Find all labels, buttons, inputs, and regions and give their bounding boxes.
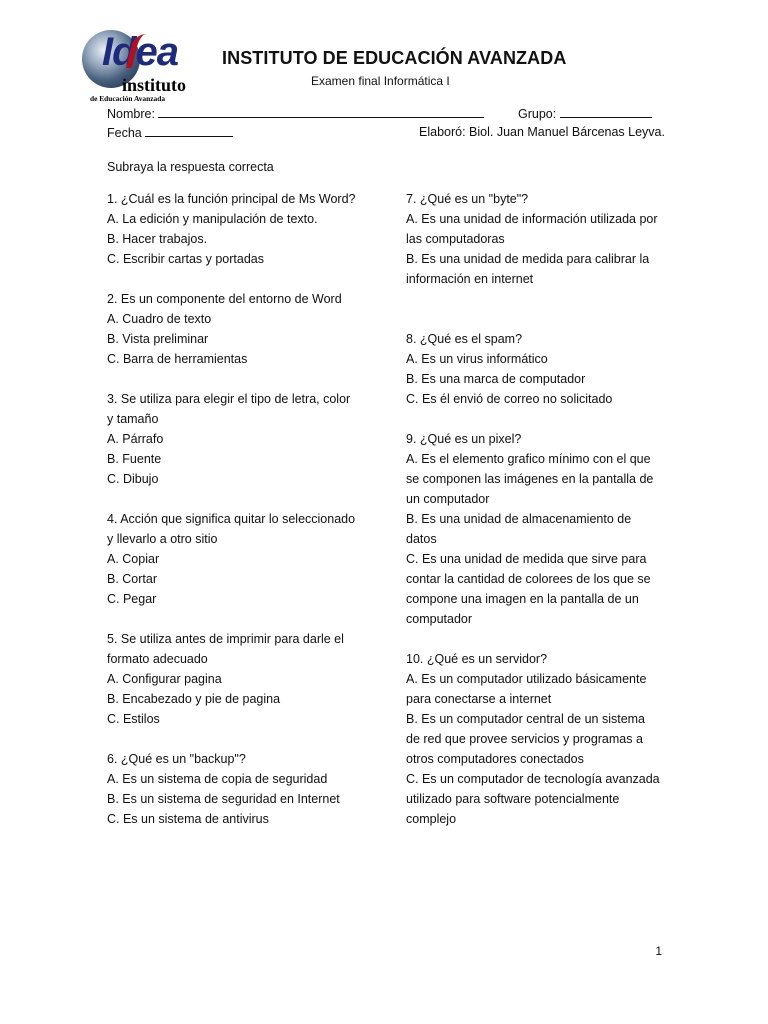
elaboro-text: Elaboró: Biol. Juan Manuel Bárcenas Leyva.: [419, 125, 665, 139]
logo-subtitle-text: de Educación Avanzada: [90, 94, 166, 103]
answer-line: un computador: [406, 492, 490, 506]
document-subtitle: Examen final Informática I: [311, 74, 450, 88]
question-text: 1. ¿Cuál es la función principal de Ms Word?: [107, 192, 356, 206]
answer-line: A. Es un virus informático: [406, 352, 548, 366]
grupo-label: Grupo:: [518, 107, 557, 121]
answer-line: contar la cantidad de colorees de los que se: [406, 572, 651, 586]
question-text: 4. Acción que significa quitar lo seleccionado: [107, 512, 356, 526]
logo-idea-text: Idea: [102, 30, 179, 74]
answer-line: formato adecuado: [107, 652, 208, 666]
question-block: [406, 189, 676, 289]
question-block: [107, 389, 397, 489]
answer-line: A. Copiar: [107, 552, 160, 566]
questions-left-column: [107, 189, 397, 849]
question-block: [406, 429, 676, 629]
answer-line: A. Configurar pagina: [107, 672, 222, 686]
answer-line: A. Es el elemento grafico mínimo con el que: [406, 452, 651, 466]
fecha-row: [107, 125, 233, 140]
answer-line: B. Vista preliminar: [107, 332, 209, 346]
answer-line: A. Es una unidad de información utilizada por: [406, 212, 658, 226]
answer-line: A. Cuadro de texto: [107, 312, 212, 326]
answer-line: B. Hacer trabajos.: [107, 232, 208, 246]
questions-right-column: [406, 189, 676, 849]
answer-line: y llevarlo a otro sitio: [107, 532, 218, 546]
question-block: [107, 629, 397, 729]
answer-line: B. Encabezado y pie de pagina: [107, 692, 281, 706]
nombre-label: Nombre:: [107, 107, 155, 121]
answer-line: B. Es una marca de computador: [406, 372, 586, 386]
answer-line: C. Estilos: [107, 712, 160, 726]
question-text: 9. ¿Qué es un pixel?: [406, 432, 522, 446]
answer-line: C. Es un computador de tecnología avanzada: [406, 772, 660, 786]
answer-line: B. Es un sistema de seguridad en Internet: [107, 792, 340, 806]
answer-line: A. La edición y manipulación de texto.: [107, 212, 318, 226]
institute-logo: [80, 26, 210, 104]
answer-line: otros computadores conectados: [406, 752, 584, 766]
answer-line: B. Es una unidad de medida para calibrar la: [406, 252, 650, 266]
answer-line: se componen las imágenes en la pantalla de: [406, 472, 654, 486]
answer-line: C. Es una unidad de medida que sirve para: [406, 552, 647, 566]
question-text: 8. ¿Qué es el spam?: [406, 332, 523, 346]
answer-line: compone una imagen en la pantalla de un: [406, 592, 639, 606]
question-block: [107, 189, 397, 269]
question-text: 10. ¿Qué es un servidor?: [406, 652, 548, 666]
page-number: 1: [655, 944, 662, 958]
question-block: [107, 749, 397, 829]
answer-line: C. Escribir cartas y portadas: [107, 252, 264, 266]
document-title: INSTITUTO DE EDUCACIÓN AVANZADA: [222, 48, 567, 68]
answer-line: C. Es él envió de correo no solicitado: [406, 392, 613, 406]
answer-line: y tamaño: [107, 412, 159, 426]
answer-line: B. Cortar: [107, 572, 158, 586]
question-text: 7. ¿Qué es un "byte"?: [406, 192, 529, 206]
instruction-text: Subraya la respuesta correcta: [107, 160, 274, 174]
grupo-row: [518, 106, 652, 121]
answer-line: C. Pegar: [107, 592, 157, 606]
question-text: 6. ¿Qué es un "backup"?: [107, 752, 246, 766]
answer-line: B. Es una unidad de almacenamiento de: [406, 512, 632, 526]
answer-line: C. Dibujo: [107, 472, 159, 486]
question-text: 3. Se utiliza para elegir el tipo de letra, color: [107, 392, 351, 406]
question-block: [406, 649, 676, 829]
answer-line: B. Es un computador central de un sistema: [406, 712, 646, 726]
question-block: [107, 289, 397, 369]
fecha-blank: [145, 125, 233, 137]
answer-line: las computadoras: [406, 232, 505, 246]
answer-line: complejo: [406, 812, 457, 826]
answer-line: A. Párrafo: [107, 432, 164, 446]
fecha-label: Fecha: [107, 126, 142, 140]
answer-line: utilizado para software potencialmente: [406, 792, 620, 806]
question-block: [107, 509, 397, 609]
answer-line: datos: [406, 532, 437, 546]
answer-line: para conectarse a internet: [406, 692, 552, 706]
answer-line: C. Es un sistema de antivirus: [107, 812, 269, 826]
answer-line: computador: [406, 612, 473, 626]
nombre-blank: [158, 106, 484, 118]
answer-line: B. Fuente: [107, 452, 162, 466]
grupo-blank: [560, 106, 652, 118]
answer-line: A. Es un sistema de copia de seguridad: [107, 772, 328, 786]
answer-line: de red que provee servicios y programas a: [406, 732, 643, 746]
answer-line: información en internet: [406, 272, 534, 286]
question-text: 5. Se utiliza antes de imprimir para darle el: [107, 632, 344, 646]
nombre-row: [107, 106, 484, 121]
logo-instituto-text: instituto: [122, 75, 187, 95]
answer-line: A. Es un computador utilizado básicamente: [406, 672, 647, 686]
answer-line: C. Barra de herramientas: [107, 352, 248, 366]
question-block: [406, 329, 676, 409]
question-text: 2. Es un componente del entorno de Word: [107, 292, 342, 306]
